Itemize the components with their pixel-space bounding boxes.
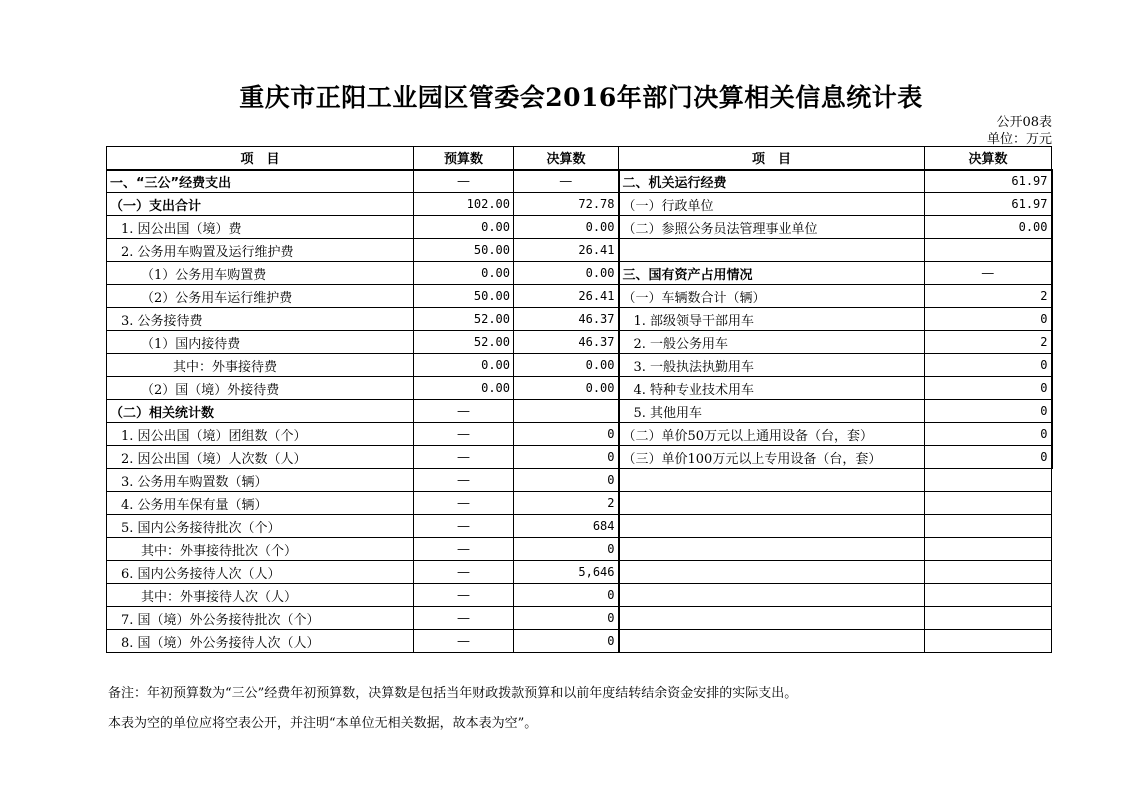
- left-final-cell: 0.00: [514, 262, 619, 285]
- table-row: [107, 469, 1052, 492]
- left-budget-cell: 0.00: [414, 216, 514, 239]
- left-final-cell: 0: [514, 469, 619, 492]
- left-final-cell: 684: [514, 515, 619, 538]
- left-item-cell: 其中：外事接待费: [107, 354, 414, 377]
- left-item-cell: 一、“三公”经费支出: [107, 170, 414, 193]
- left-budget-cell: —: [414, 515, 514, 538]
- left-final-cell: —: [514, 170, 619, 193]
- table-row: [107, 607, 1052, 630]
- table-row: [107, 630, 1052, 653]
- left-budget-cell: —: [414, 561, 514, 584]
- unit-label: 单位：万元: [986, 132, 1052, 147]
- left-item-cell: 2. 公务用车购置及运行维护费: [107, 239, 414, 262]
- right-item-cell: 三、国有资产占用情况: [619, 262, 925, 285]
- right-final-cell: 0: [925, 446, 1052, 469]
- left-final-cell: 46.37: [514, 308, 619, 331]
- page-title: 重庆市正阳工业园区管委会2016年部门决算相关信息统计表: [239, 83, 923, 112]
- right-item-cell: （一）行政单位: [619, 193, 925, 216]
- right-final-cell: [925, 492, 1052, 515]
- right-item-cell: [619, 469, 925, 492]
- left-item-cell: 其中：外事接待批次（个）: [107, 538, 414, 561]
- left-item-cell: 其中：外事接待人次（人）: [107, 584, 414, 607]
- footnote-remark: 备注：年初预算数为“三公”经费年初预算数，决算数是包括当年财政拨款预算和以前年度结转结余资金安排的实际支出。: [108, 686, 798, 701]
- left-budget-cell: 50.00: [414, 239, 514, 262]
- left-budget-cell: —: [414, 492, 514, 515]
- left-item-cell: 8. 国（境）外公务接待人次（人）: [107, 630, 414, 653]
- right-item-cell: 二、机关运行经费: [619, 170, 925, 193]
- left-item-cell: 6. 国内公务接待人次（人）: [107, 561, 414, 584]
- right-final-cell: [925, 561, 1052, 584]
- left-budget-cell: —: [414, 423, 514, 446]
- form-number: 公开08表: [996, 115, 1052, 130]
- right-final-cell: 0: [925, 400, 1052, 423]
- left-final-cell: 0: [514, 446, 619, 469]
- left-final-cell: 46.37: [514, 331, 619, 354]
- right-final-cell: 0: [925, 423, 1052, 446]
- right-final-cell: 61.97: [925, 193, 1052, 216]
- left-final-cell: 72.78: [514, 193, 619, 216]
- right-item-cell: [619, 492, 925, 515]
- table-row: [107, 170, 1052, 193]
- right-final-cell: 0: [925, 308, 1052, 331]
- left-final-cell: 26.41: [514, 285, 619, 308]
- left-item-cell: （二）相关统计数: [107, 400, 414, 423]
- table-row: [107, 446, 1052, 469]
- left-item-cell: 7. 国（境）外公务接待批次（个）: [107, 607, 414, 630]
- table-row: [107, 239, 1052, 262]
- right-item-cell: [619, 561, 925, 584]
- left-item-cell: （1）国内接待费: [107, 331, 414, 354]
- header-right-item: 项 目: [619, 147, 925, 170]
- right-final-cell: [925, 469, 1052, 492]
- left-item-cell: 1. 因公出国（境）团组数（个）: [107, 423, 414, 446]
- left-budget-cell: —: [414, 400, 514, 423]
- left-final-cell: 0: [514, 607, 619, 630]
- right-final-cell: 61.97: [925, 170, 1052, 193]
- left-item-cell: （一）支出合计: [107, 193, 414, 216]
- left-item-cell: （2）国（境）外接待费: [107, 377, 414, 400]
- left-budget-cell: —: [414, 469, 514, 492]
- right-final-cell: [925, 607, 1052, 630]
- left-budget-cell: —: [414, 630, 514, 653]
- table-row: [107, 354, 1052, 377]
- left-item-cell: 4. 公务用车保有量（辆）: [107, 492, 414, 515]
- left-final-cell: 0: [514, 423, 619, 446]
- footnote-empty-instruction: 本表为空的单位应将空表公开，并注明“本单位无相关数据，故本表为空”。: [108, 716, 538, 731]
- right-final-cell: 0.00: [925, 216, 1052, 239]
- table-row: [107, 515, 1052, 538]
- header-row: [107, 147, 1052, 170]
- left-final-cell: 2: [514, 492, 619, 515]
- left-item-cell: （1）公务用车购置费: [107, 262, 414, 285]
- right-item-cell: [619, 584, 925, 607]
- table-row: [107, 561, 1052, 584]
- table-row: [107, 331, 1052, 354]
- left-final-cell: 0: [514, 538, 619, 561]
- right-final-cell: [925, 239, 1052, 262]
- right-item-cell: [619, 538, 925, 561]
- right-item-cell: 2. 一般公务用车: [619, 331, 925, 354]
- left-final-cell: 0: [514, 630, 619, 653]
- left-item-cell: （2）公务用车运行维护费: [107, 285, 414, 308]
- left-final-cell: 0.00: [514, 377, 619, 400]
- table-row: [107, 193, 1052, 216]
- table-row: [107, 285, 1052, 308]
- left-final-cell: 0.00: [514, 216, 619, 239]
- left-budget-cell: 50.00: [414, 285, 514, 308]
- table-row: [107, 400, 1052, 423]
- left-budget-cell: —: [414, 446, 514, 469]
- left-budget-cell: —: [414, 584, 514, 607]
- right-final-cell: [925, 515, 1052, 538]
- right-item-cell: [619, 607, 925, 630]
- left-budget-cell: —: [414, 607, 514, 630]
- right-item-cell: 4. 特种专业技术用车: [619, 377, 925, 400]
- left-budget-cell: 52.00: [414, 331, 514, 354]
- left-final-cell: 5,646: [514, 561, 619, 584]
- statistics-table: [106, 146, 1053, 653]
- right-item-cell: （三）单价100万元以上专用设备（台，套）: [619, 446, 925, 469]
- right-item-cell: [619, 630, 925, 653]
- left-final-cell: 0: [514, 584, 619, 607]
- right-item-cell: 5. 其他用车: [619, 400, 925, 423]
- table-row: [107, 584, 1052, 607]
- left-final-cell: [514, 400, 619, 423]
- left-item-cell: 5. 国内公务接待批次（个）: [107, 515, 414, 538]
- left-item-cell: 1. 因公出国（境）费: [107, 216, 414, 239]
- header-left-item: 项 目: [107, 147, 414, 170]
- right-final-cell: 0: [925, 354, 1052, 377]
- right-final-cell: [925, 584, 1052, 607]
- right-item-cell: [619, 239, 925, 262]
- left-final-cell: 0.00: [514, 354, 619, 377]
- table-row: [107, 423, 1052, 446]
- table-row: [107, 262, 1052, 285]
- table-row: [107, 308, 1052, 331]
- left-item-cell: 2. 因公出国（境）人次数（人）: [107, 446, 414, 469]
- right-final-cell: —: [925, 262, 1052, 285]
- left-final-cell: 26.41: [514, 239, 619, 262]
- right-item-cell: （二）参照公务员法管理事业单位: [619, 216, 925, 239]
- left-budget-cell: 0.00: [414, 377, 514, 400]
- table-row: [107, 492, 1052, 515]
- table-row: [107, 377, 1052, 400]
- right-item-cell: （二）单价50万元以上通用设备（台，套）: [619, 423, 925, 446]
- right-final-cell: [925, 630, 1052, 653]
- left-budget-cell: 0.00: [414, 262, 514, 285]
- right-item-cell: [619, 515, 925, 538]
- right-item-cell: 3. 一般执法执勤用车: [619, 354, 925, 377]
- header-left-budget: 预算数: [414, 147, 514, 170]
- left-budget-cell: 0.00: [414, 354, 514, 377]
- header-left-final: 决算数: [514, 147, 619, 170]
- table-row: [107, 216, 1052, 239]
- header-right-final: 决算数: [925, 147, 1052, 170]
- left-budget-cell: 52.00: [414, 308, 514, 331]
- right-final-cell: 2: [925, 285, 1052, 308]
- right-item-cell: （一）车辆数合计（辆）: [619, 285, 925, 308]
- right-final-cell: 2: [925, 331, 1052, 354]
- right-final-cell: 0: [925, 377, 1052, 400]
- table-row: [107, 538, 1052, 561]
- left-item-cell: 3. 公务接待费: [107, 308, 414, 331]
- right-final-cell: [925, 538, 1052, 561]
- left-budget-cell: —: [414, 538, 514, 561]
- left-budget-cell: —: [414, 170, 514, 193]
- left-item-cell: 3. 公务用车购置数（辆）: [107, 469, 414, 492]
- right-item-cell: 1. 部级领导干部用车: [619, 308, 925, 331]
- left-budget-cell: 102.00: [414, 193, 514, 216]
